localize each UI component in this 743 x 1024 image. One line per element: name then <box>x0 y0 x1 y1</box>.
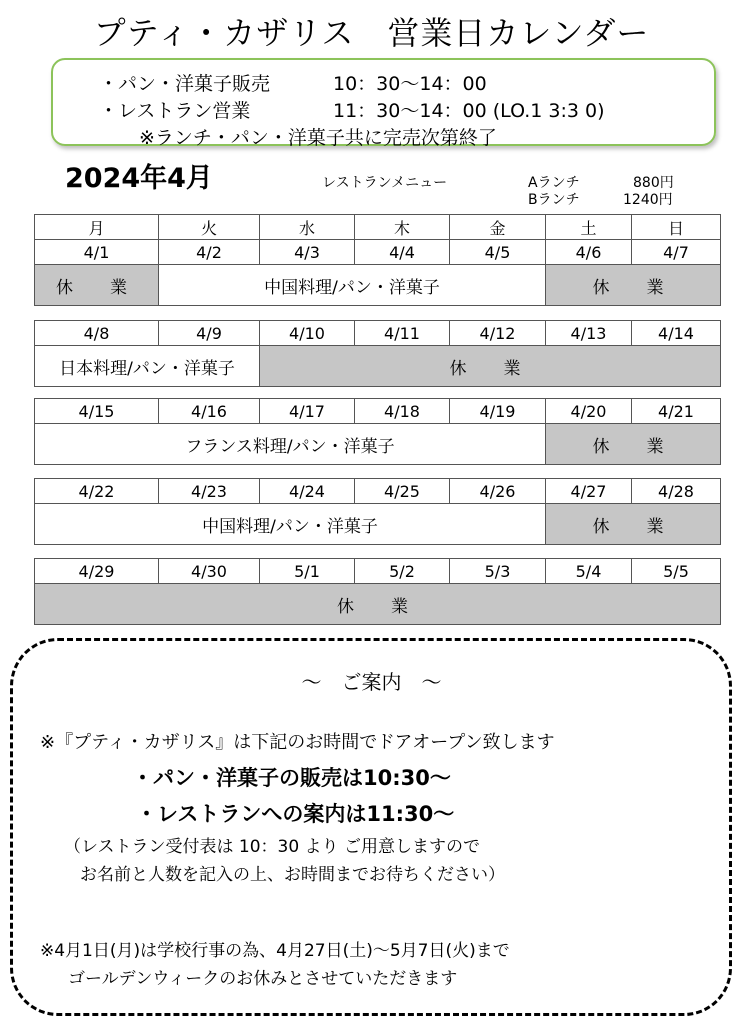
holiday-note: ゴールデンウィークのお休みとさせていただきます <box>68 969 458 989</box>
bread-sale-time: ・パン・洋菓子の販売は10:30～ <box>132 766 451 790</box>
holiday-note: ※4月1日(月)は学校行事の為、4月27日(土)～5月7日(火)まで <box>40 941 510 961</box>
weekday-cell: 月 <box>35 215 159 240</box>
date-cell: 4/4 <box>355 240 450 265</box>
reception-note: お名前と人数を記入の上、お時間までお待ちください） <box>80 865 505 885</box>
date-cell: 4/27 <box>546 479 632 504</box>
weekday-cell: 土 <box>546 215 632 240</box>
date-cell: 4/20 <box>546 399 632 424</box>
open-day-cell: 中国料理/パン・洋菓子 <box>35 504 546 545</box>
date-cell: 4/3 <box>260 240 355 265</box>
date-row <box>35 321 721 346</box>
date-cell: 4/11 <box>355 321 450 346</box>
weekday-cell: 木 <box>355 215 450 240</box>
menu-item-price: 1240円 <box>623 192 673 208</box>
menu-item-price: 880円 <box>633 175 674 191</box>
date-cell: 4/10 <box>260 321 355 346</box>
hours-time: 10：30～14：00 <box>333 73 487 95</box>
hours-label: ・レストラン営業 <box>99 100 251 122</box>
date-cell: 5/4 <box>546 559 632 584</box>
closed-day-cell: 休 業 <box>546 424 721 465</box>
closed-day-cell: 休 業 <box>35 265 159 306</box>
closed-day-cell: 休 業 <box>546 265 721 306</box>
date-row <box>35 479 721 504</box>
schedule-row <box>35 346 721 387</box>
open-day-cell: 日本料理/パン・洋菓子 <box>35 346 260 387</box>
closed-day-cell: 休 業 <box>546 504 721 545</box>
date-cell: 4/22 <box>35 479 159 504</box>
date-cell: 4/19 <box>450 399 546 424</box>
menu-item-name: Aランチ <box>528 175 580 191</box>
sold-out-note: ※ランチ・パン・洋菓子共に完売次第終了 <box>139 127 497 149</box>
date-cell: 4/24 <box>260 479 355 504</box>
schedule-row <box>35 424 721 465</box>
date-cell: 4/18 <box>355 399 450 424</box>
date-cell: 4/25 <box>355 479 450 504</box>
week-table <box>34 320 721 387</box>
date-cell: 4/30 <box>159 559 260 584</box>
date-cell: 4/21 <box>632 399 721 424</box>
date-cell: 4/9 <box>159 321 260 346</box>
hours-time: 11：30～14：00 (LO.1 3:3 0) <box>333 100 605 122</box>
weekday-cell: 金 <box>450 215 546 240</box>
weekday-cell: 水 <box>260 215 355 240</box>
date-row <box>35 399 721 424</box>
menu-label: レストランメニュー <box>322 175 448 191</box>
date-cell: 4/7 <box>632 240 721 265</box>
reception-note: （レストラン受付表は 10：30 より ご用意しますので <box>64 837 480 857</box>
date-cell: 4/17 <box>260 399 355 424</box>
schedule-row <box>35 265 721 306</box>
weekday-cell: 火 <box>159 215 260 240</box>
closed-day-cell: 休 業 <box>260 346 721 387</box>
schedule-row <box>35 584 721 625</box>
date-cell: 4/8 <box>35 321 159 346</box>
page-title: プティ・カザリス 営業日カレンダー <box>93 14 650 52</box>
weekday-header-row <box>35 215 721 240</box>
date-cell: 4/5 <box>450 240 546 265</box>
date-cell: 5/3 <box>450 559 546 584</box>
hours-label: ・パン・洋菓子販売 <box>99 73 271 95</box>
date-row <box>35 240 721 265</box>
date-cell: 4/6 <box>546 240 632 265</box>
date-cell: 5/1 <box>260 559 355 584</box>
date-cell: 5/5 <box>632 559 721 584</box>
open-day-cell: フランス料理/パン・洋菓子 <box>35 424 546 465</box>
date-cell: 4/14 <box>632 321 721 346</box>
date-cell: 4/13 <box>546 321 632 346</box>
date-cell: 4/26 <box>450 479 546 504</box>
week-table <box>34 558 721 625</box>
month-heading: 2024年4月 <box>65 163 213 194</box>
date-cell: 4/23 <box>159 479 260 504</box>
week-table <box>34 478 721 545</box>
week-table <box>34 398 721 465</box>
schedule-row <box>35 504 721 545</box>
weekday-cell: 日 <box>632 215 721 240</box>
closed-day-cell: 休 業 <box>35 584 721 625</box>
restaurant-guide-time: ・レストランへの案内は11:30～ <box>136 802 455 826</box>
date-cell: 4/15 <box>35 399 159 424</box>
date-cell: 5/2 <box>355 559 450 584</box>
date-row <box>35 559 721 584</box>
date-cell: 4/1 <box>35 240 159 265</box>
open-note: ※『プティ・カザリス』は下記のお時間でドアオープン致します <box>40 732 555 753</box>
date-cell: 4/16 <box>159 399 260 424</box>
date-cell: 4/2 <box>159 240 260 265</box>
date-cell: 4/29 <box>35 559 159 584</box>
week-table <box>34 214 721 306</box>
guide-heading: ～ ご案内 ～ <box>301 670 442 694</box>
menu-item-name: Bランチ <box>528 192 580 208</box>
date-cell: 4/28 <box>632 479 721 504</box>
business-hours-box <box>51 58 716 149</box>
date-cell: 4/12 <box>450 321 546 346</box>
open-day-cell: 中国料理/パン・洋菓子 <box>159 265 546 306</box>
